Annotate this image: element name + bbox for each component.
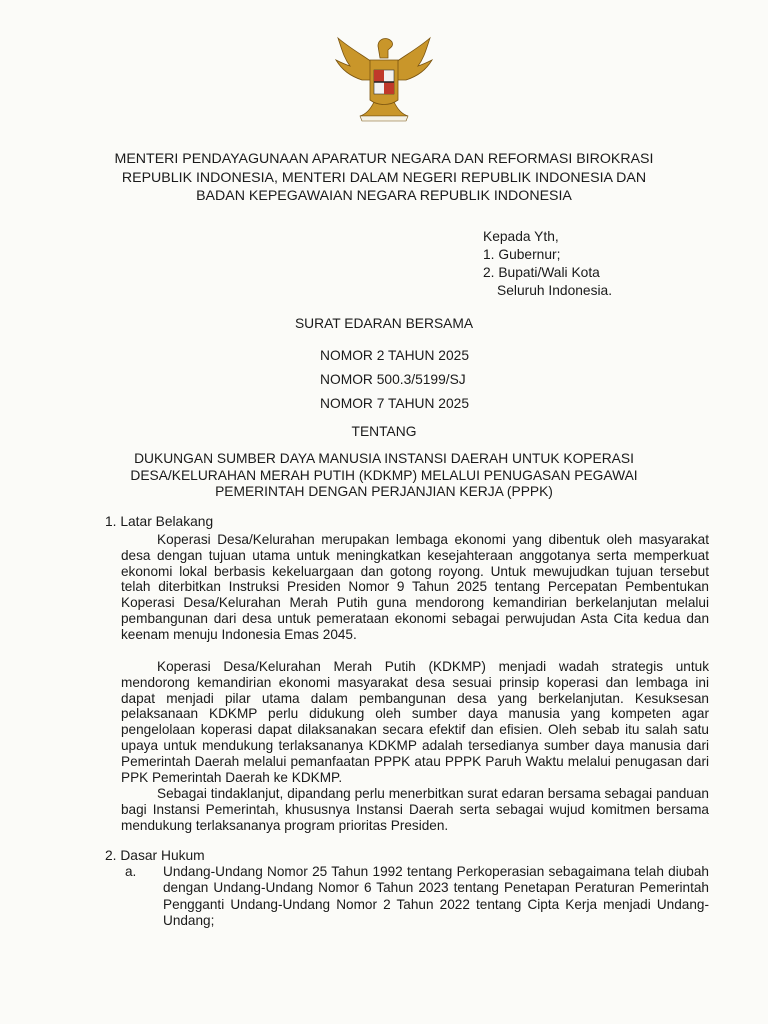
header-line: MENTERI PENDAYAGUNAAN APARATUR NEGARA DAN REFORMASI BIROKRASI — [114, 151, 654, 167]
addressee-item: 1. Gubernur; — [483, 247, 561, 262]
section-heading-latar-belakang: 1. Latar Belakang — [105, 514, 214, 529]
subject-line: DUKUNGAN SUMBER DAYA MANUSIA INSTANSI DAERAH UNTUK KOPERASI — [134, 451, 634, 466]
paragraph-text: Koperasi Desa/Kelurahan merupakan lembaga ekonomi yang dibentuk oleh masyarakat desa dengan tujuan utama untuk meningkatkan kesejahteraan anggotanya serta memperkuat ekonomi lokal berbasis kekeluargaan dan gotong royong. Untuk mewujudkan tujuan tersebut telah diterbitkan Instruksi Presiden Nomor 9 Tahun 2025 tentang Percepatan Pembentukan Koperasi Desa/Kelurahan Merah Putih guna mendorong kemandirian berkelanjutan melalui pembangunan dari desa untuk pemerataan ekonomi sebagai perwujudan Asta Cita kedua dan keenam menuju Indonesia Emas 2045. — [121, 532, 709, 642]
tentang-label: TENTANG — [351, 424, 417, 439]
document-title: SURAT EDARAN BERSAMA — [294, 316, 474, 331]
document-number: NOMOR 2 TAHUN 2025 — [320, 348, 469, 363]
document-number: NOMOR 7 TAHUN 2025 — [320, 396, 469, 411]
addressee-block — [483, 228, 612, 300]
legal-basis-item: Undang-Undang Nomor 25 Tahun 1992 tentang Perkoperasian sebagaimana telah diubah dengan Undang-Undang Nomor 6 Tahun 2023 tentang Penetapan Peraturan Pemerintah Pengganti Undang-Undang Nomor 2 Tahun 2022 tentang Cipta Kerja menjadi Undang-Undang; — [163, 864, 709, 928]
subject-line: DESA/KELURAHAN MERAH PUTIH (KDKMP) MELALUI PENUGASAN PEGAWAI — [130, 467, 638, 483]
section-heading-dasar-hukum: 2. Dasar Hukum — [105, 848, 205, 863]
document-number: NOMOR 500.3/5199/SJ — [320, 372, 466, 387]
garuda-pancasila-emblem — [330, 28, 438, 124]
header-line: BADAN KEPEGAWAIAN NEGARA REPUBLIK INDONESIA — [196, 188, 572, 204]
header-line: REPUBLIK INDONESIA, MENTERI DALAM NEGERI REPUBLIK INDONESIA DAN — [121, 169, 647, 186]
paragraph-text: Sebagai tindaklanjut, dipandang perlu menerbitkan surat edaran bersama sebagai panduan bagi Instansi Pemerintah, khususnya Instansi Daerah serta sebagai wujud komitmen bersama mendukung terlaksananya program prioritas Presiden. — [121, 786, 709, 833]
section1-paragraph-1 — [121, 532, 709, 643]
subject-line: PEMERINTAH DENGAN PERJANJIAN KERJA (PPPK) — [215, 484, 553, 499]
addressee-item: 2. Bupati/Wali Kota — [483, 265, 600, 280]
document-header — [0, 150, 768, 206]
section1-paragraph-3 — [121, 786, 709, 833]
addressee-intro: Kepada Yth, — [483, 229, 559, 244]
document-subject — [0, 451, 768, 501]
paragraph-text: Koperasi Desa/Kelurahan Merah Putih (KDKMP) menjadi wadah strategis untuk mendorong kemandirian ekonomi masyarakat desa sesuai prinsip koperasi dan lembaga ini dapat menjadi pilar utama dalam pembangunan desa yang berkelanjutan. Kesuksesan pelaksanaan KDKMP perlu didukung oleh sumber daya manusia yang kompeten agar pengelolaan koperasi dapat dilaksanakan secara efektif dan efisien. Oleh sebab itu salah satu upaya untuk mendukung terlaksananya KDKMP adalah tersedianya sumber daya manusia dari Pemerintah Daerah melalui pemanfaatan PPPK atau PPPK Paruh Waktu melalui penugasan dari PPK Pemerintah Daerah ke KDKMP. — [121, 659, 709, 785]
list-item-marker: a. — [125, 864, 137, 879]
addressee-item-continuation: Seluruh Indonesia. — [497, 283, 613, 298]
section1-paragraph-2 — [121, 659, 709, 785]
